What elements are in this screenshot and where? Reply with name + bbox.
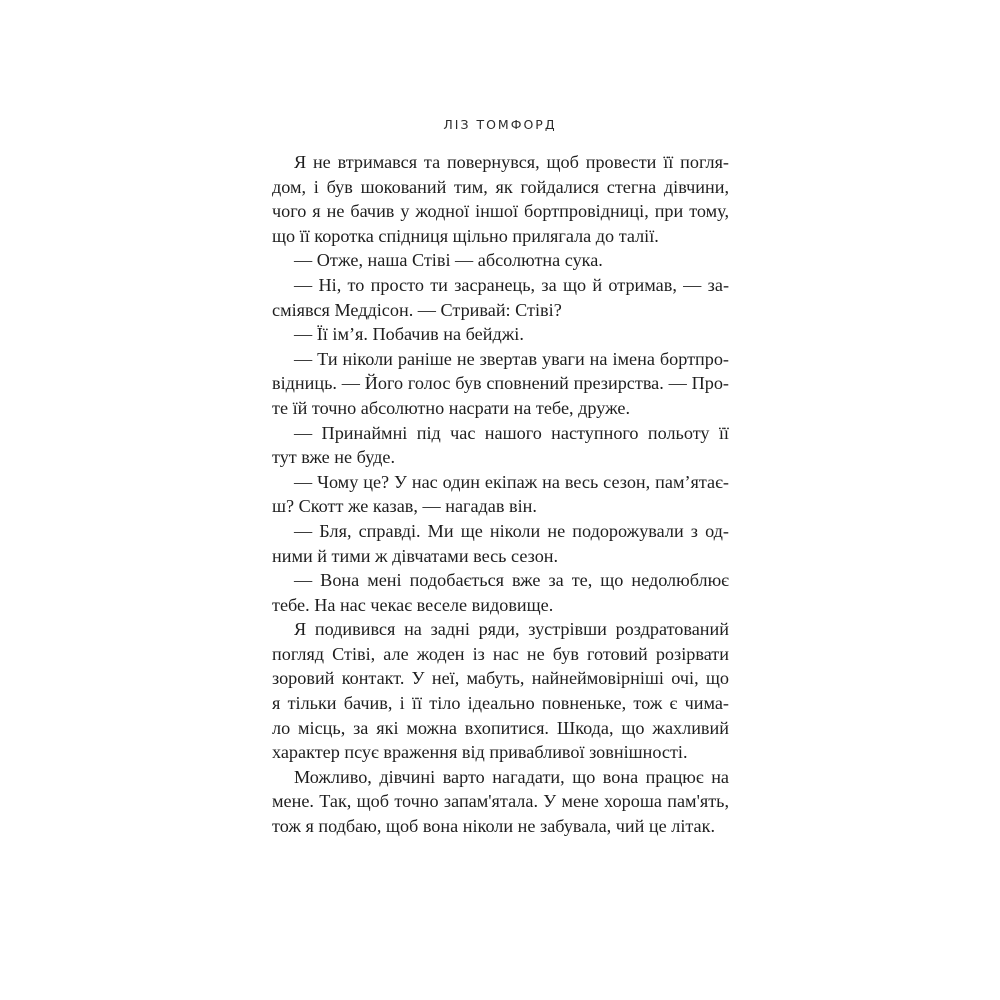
text-line: ло місць, за які можна вхопитися. Шкода, що жахливий (272, 717, 729, 738)
text-line: ш? Скотт же казав, — нагадав він. (272, 496, 537, 517)
text-line: ними й тими ж дівчатами весь сезон. (272, 545, 559, 566)
text-line: сміявся Меддісон. — Стривай: Стіві? (272, 299, 562, 320)
body-text (272, 150, 729, 839)
text-line: погляд Стіві, але жоден із нас не був готовий розірвати (272, 643, 729, 664)
text-line: я тільки бачив, і її тіло ідеально повненьке, тож є чима- (272, 693, 729, 714)
text-line: тебе. На нас чекає веселе видовище. (272, 594, 554, 615)
text-line: що її коротка спідниця щільно прилягала до талії. (272, 225, 659, 246)
text-line: характер псує враження від привабливої зовнішності. (272, 742, 688, 763)
text-line: мене. Так, щоб точно запам'ятала. У мене хороша пам'ять, (272, 791, 729, 812)
text-line: — Ні, то просто ти засранець, за що й отримав, — за- (294, 274, 729, 295)
text-line: тож я подбаю, щоб вона ніколи не забувала, чий це літак. (272, 816, 716, 837)
text-line: тут вже не буде. (272, 447, 396, 468)
text-line: Я подивився на задні ряди, зустрівши роздратований (294, 619, 729, 640)
text-line: — Вона мені подобається вже за те, що недолюблює (294, 570, 729, 591)
text-line: те їй точно абсолютно насрати на тебе, друже. (272, 397, 631, 418)
text-line: Я не втримався та повернувся, щоб провести її погля- (294, 152, 729, 172)
text-line: — Чому це? У нас один екіпаж на весь сезон, пам’ятає- (294, 471, 729, 492)
text-line: Можливо, дівчині варто нагадати, що вона працює на (294, 766, 729, 787)
text-line: — Її ім’я. Побачив на бейджі. (294, 324, 524, 345)
text-line: — Ти ніколи раніше не звертав уваги на імена бортпро- (294, 348, 729, 369)
text-line: відниць. — Його голос був сповнений презирства. — Про- (272, 373, 729, 394)
text-line: — Принаймні під час нашого наступного польоту її (294, 422, 729, 443)
text-line: чого я не бачив у жодної іншої бортпровідниці, при тому, (272, 201, 729, 222)
text-line: — Бля, справді. Ми ще ніколи не подорожували з од- (294, 520, 729, 541)
text-line: — Отже, наша Стіві — абсолютна сука. (294, 250, 603, 271)
text-line: дом, і був шокований тим, як гойдалися стегна дівчини, (272, 176, 729, 197)
text-line: зоровий контакт. У неї, мабуть, найнеймовірніші очі, що (272, 668, 729, 689)
running-head: ЛІЗ ТОМФОРД (443, 117, 557, 132)
